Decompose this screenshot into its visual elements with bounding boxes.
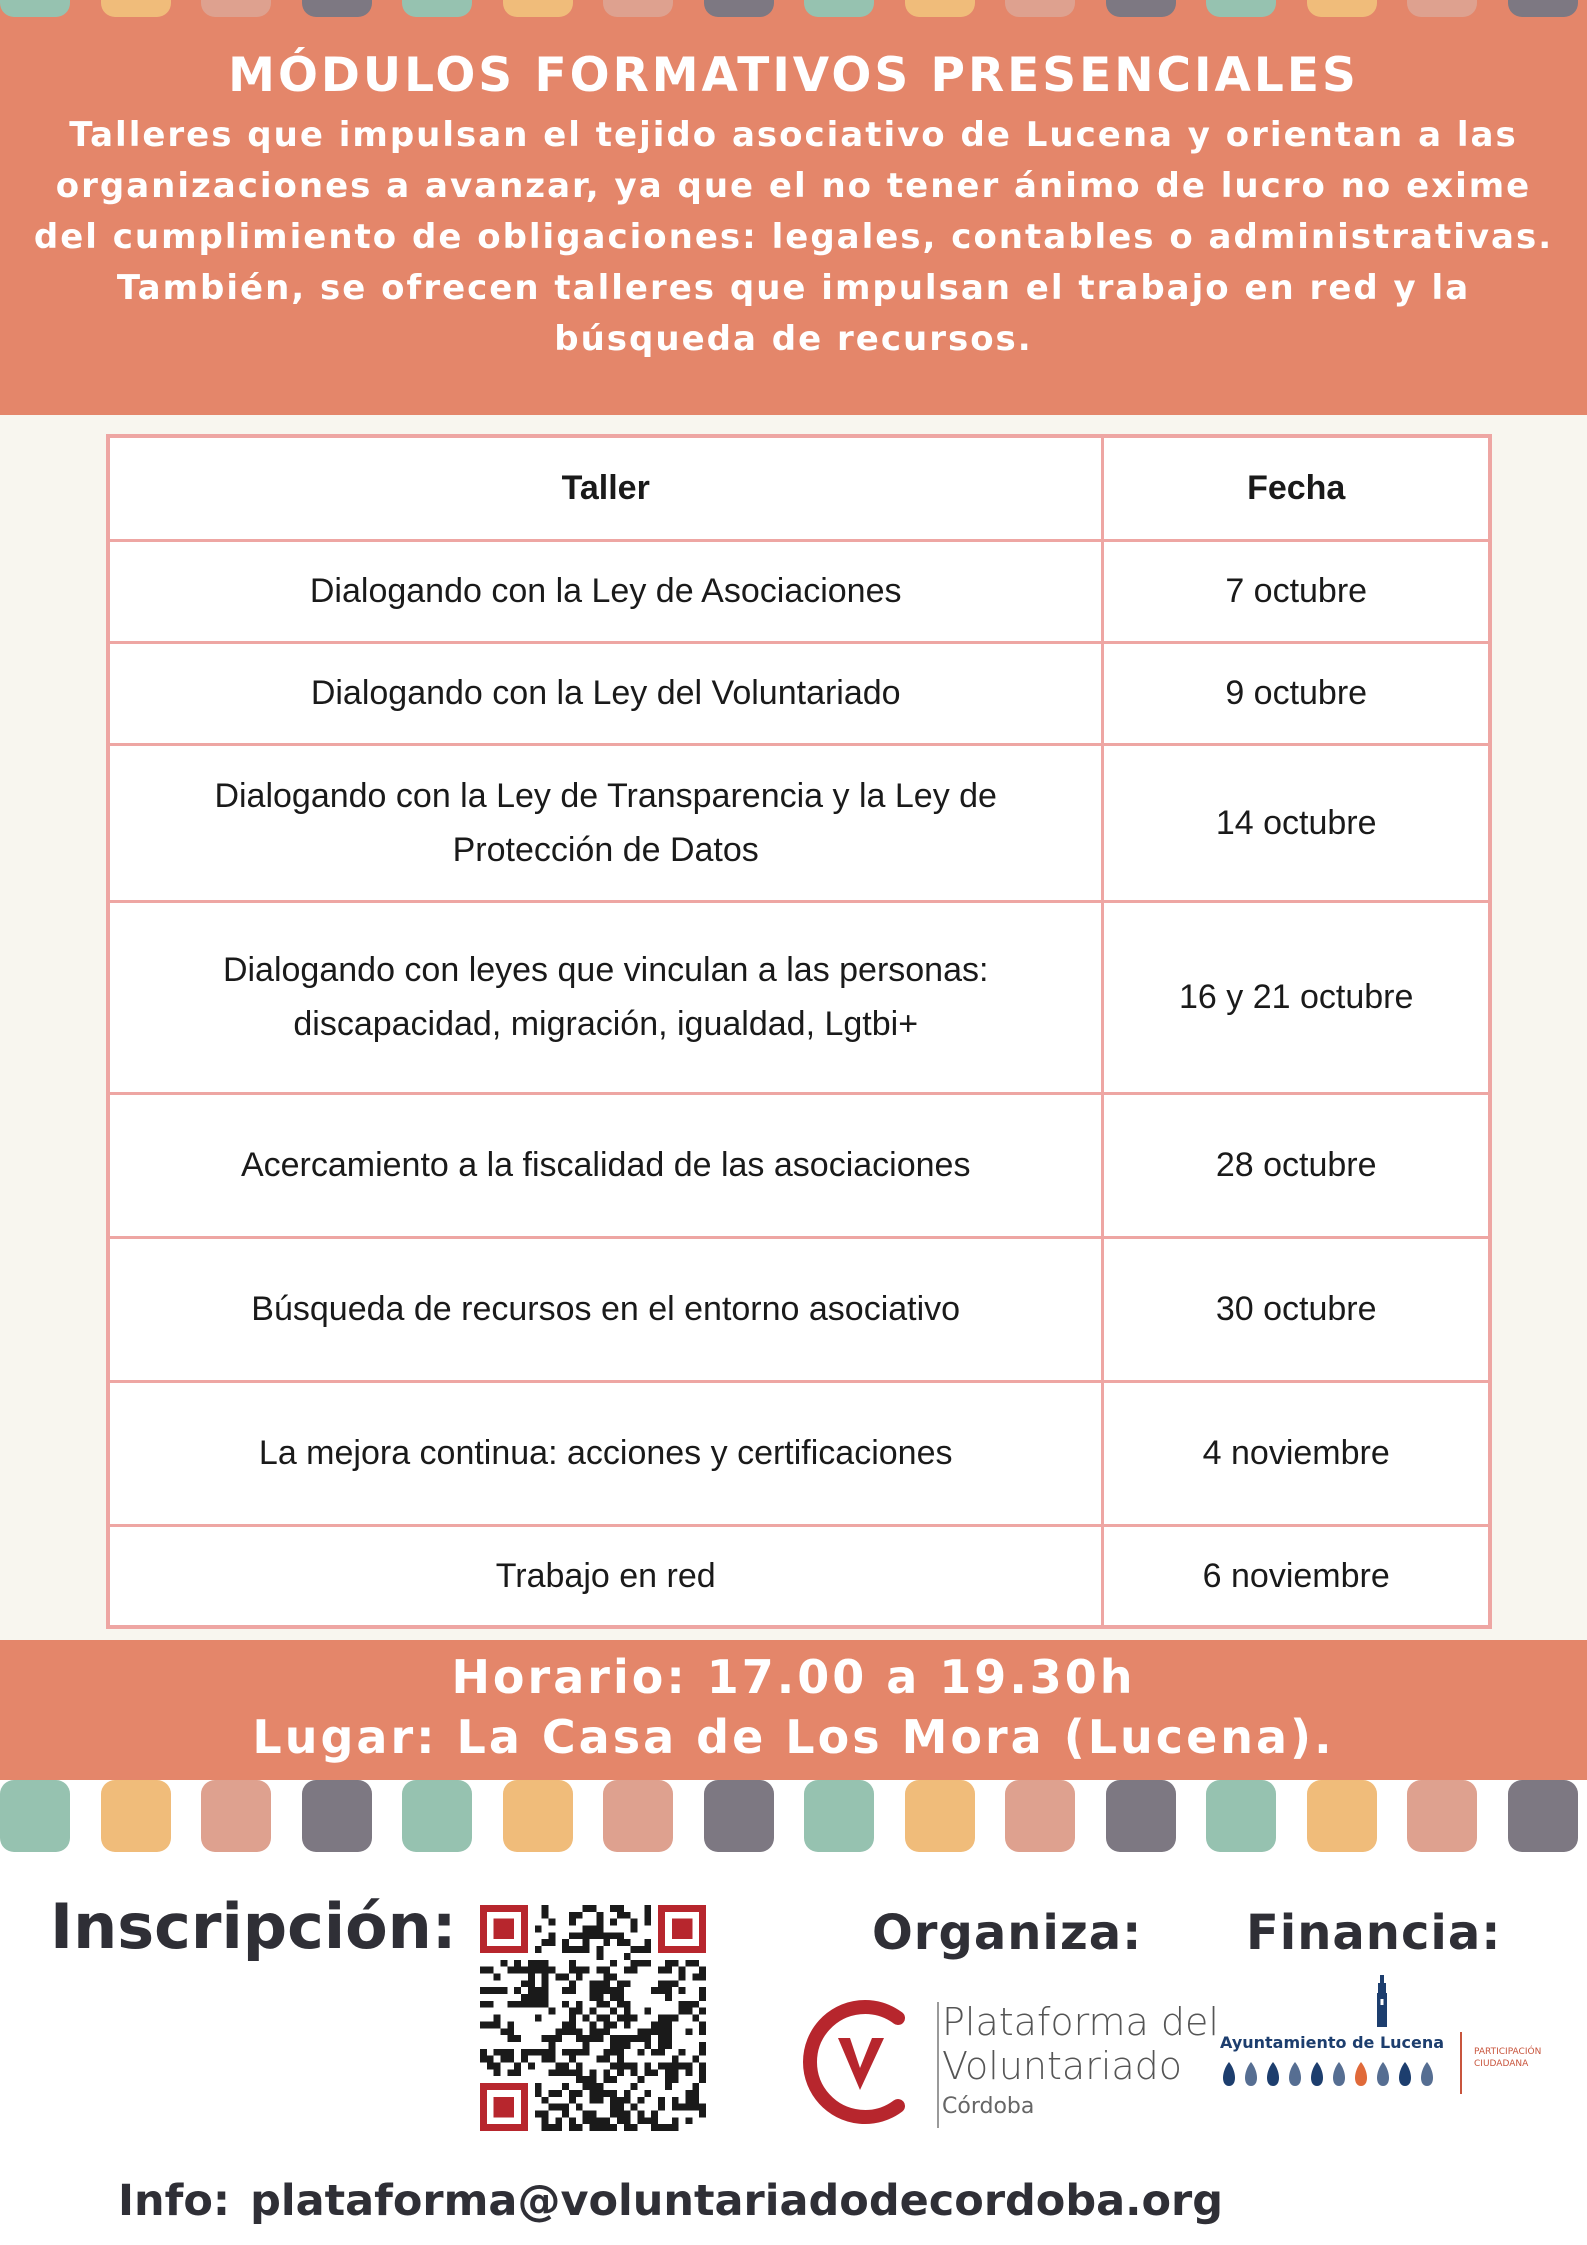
decorative-blob <box>804 0 874 17</box>
decorative-blob <box>1508 0 1578 17</box>
taller-cell: Trabajo en red <box>108 1525 1103 1627</box>
info-email-link[interactable]: plataforma@voluntariadodecordoba.org <box>250 2176 1224 2226</box>
decorative-blob <box>1106 1780 1176 1852</box>
table-row <box>108 1237 1490 1381</box>
decorative-blob <box>603 0 673 17</box>
funder-logo-drop <box>1421 2062 1433 2086</box>
funder-logo-drop <box>1311 2062 1323 2086</box>
decorative-blob <box>1307 0 1377 17</box>
funder-logo-drop <box>1289 2062 1301 2086</box>
decorative-blob <box>402 0 472 17</box>
taller-cell: Dialogando con leyes que vinculan a las personas: discapacidad, migración, igualdad, Lgtbi+ <box>108 901 1103 1093</box>
inscripcion-label: Inscripción: <box>50 1890 457 1963</box>
table-row <box>108 1525 1490 1627</box>
decorative-blob <box>905 0 975 17</box>
taller-cell: Dialogando con la Ley del Voluntariado <box>108 642 1103 744</box>
decorative-blob <box>302 0 372 17</box>
decorative-blob <box>1005 1780 1075 1852</box>
decorative-blob <box>1407 0 1477 17</box>
funder-logo-drop <box>1333 2062 1345 2086</box>
plataforma-voluntariado-logo-icon <box>798 1992 923 2132</box>
funder-logo-drop <box>1355 2062 1367 2086</box>
decorative-blob <box>804 1780 874 1852</box>
ayuntamiento-lucena-logo-icon <box>1372 1975 1392 2027</box>
taller-cell: Acercamiento a la fiscalidad de las asociaciones <box>108 1093 1103 1237</box>
decorative-blob <box>1206 1780 1276 1852</box>
page-description: Talleres que impulsan el tejido asociativo de Lucena y orientan a las organizaciones a avanzar, ya que el no tener ánimo de lucro no exime del cumplimiento de obligaciones: legales, contables o administrativas. También, se ofrecen talleres que impulsan el trabajo en red y la búsqueda de recursos. <box>33 115 1554 359</box>
decorative-blob <box>1106 0 1176 17</box>
schedule-time: Horario: 17.00 a 19.30h <box>451 1650 1136 1704</box>
decorative-blob <box>201 0 271 17</box>
decorative-blob <box>0 1780 70 1852</box>
fecha-cell: 7 octubre <box>1103 540 1490 642</box>
organizer-logo-line2: Voluntariado <box>942 2044 1183 2088</box>
fecha-cell: 16 y 21 octubre <box>1103 901 1490 1093</box>
table-row <box>108 901 1490 1093</box>
organizer-logo-divider <box>937 2002 939 2128</box>
decorative-blob <box>101 1780 171 1852</box>
decorative-blob <box>503 0 573 17</box>
decorative-blob <box>1307 1780 1377 1852</box>
workshop-table <box>106 434 1492 1629</box>
funder-logo-drop <box>1245 2062 1257 2086</box>
decorative-blob <box>201 1780 271 1852</box>
funder-logo-sub: PARTICIPACIÓN CIUDADANA <box>1474 2047 1542 2069</box>
organizer-logo-line1: Plataforma del <box>942 2000 1219 2044</box>
table-row <box>108 1093 1490 1237</box>
taller-cell: Búsqueda de recursos en el entorno asociativo <box>108 1237 1103 1381</box>
decorative-blob <box>402 1780 472 1852</box>
schedule-band <box>0 1640 1587 1780</box>
taller-cell: La mejora continua: acciones y certificaciones <box>108 1381 1103 1525</box>
decorative-blob <box>704 1780 774 1852</box>
funder-logo-drops-icon <box>1221 2060 1451 2088</box>
table-row <box>108 744 1490 901</box>
decorative-blob <box>704 0 774 17</box>
qr-code-icon[interactable] <box>480 1905 706 2131</box>
decorative-blob <box>1407 1780 1477 1852</box>
decorative-blob-strip-bottom <box>0 1780 1587 1858</box>
decorative-blob <box>905 1780 975 1852</box>
info-label: Info: <box>118 2176 231 2226</box>
decorative-blob-strip-top-edge <box>0 0 1587 23</box>
table-row <box>108 642 1490 744</box>
fecha-cell: 28 octubre <box>1103 1093 1490 1237</box>
decorative-blob <box>1005 0 1075 17</box>
column-header-fecha: Fecha <box>1103 436 1490 540</box>
financia-label: Financia: <box>1246 1905 1502 1961</box>
column-header-taller: Taller <box>108 436 1103 540</box>
decorative-blob <box>603 1780 673 1852</box>
fecha-cell: 4 noviembre <box>1103 1381 1490 1525</box>
fecha-cell: 9 octubre <box>1103 642 1490 744</box>
funder-logo-drop <box>1377 2062 1389 2086</box>
decorative-blob <box>0 0 70 17</box>
decorative-blob <box>101 0 171 17</box>
decorative-blob <box>1206 0 1276 17</box>
table-header-row <box>108 436 1490 540</box>
decorative-blob <box>302 1780 372 1852</box>
funder-logo-name: Ayuntamiento de Lucena <box>1220 2033 1445 2052</box>
page-title: MÓDULOS FORMATIVOS PRESENCIALES <box>228 48 1359 103</box>
organizer-logo-text <box>942 2000 1219 2119</box>
decorative-blob <box>1508 1780 1578 1852</box>
organizer-logo-line3: Córdoba <box>942 2094 1035 2119</box>
schedule-place: Lugar: La Casa de Los Mora (Lucena). <box>252 1710 1335 1764</box>
taller-cell: Dialogando con la Ley de Asociaciones <box>108 540 1103 642</box>
organiza-label: Organiza: <box>872 1905 1143 1961</box>
funder-logo-drop <box>1267 2062 1279 2086</box>
funder-logo-divider <box>1460 2032 1462 2094</box>
funder-logo-drop <box>1223 2062 1235 2086</box>
header-band <box>0 0 1587 415</box>
taller-cell: Dialogando con la Ley de Transparencia y la Ley de Protección de Datos <box>108 744 1103 901</box>
fecha-cell: 6 noviembre <box>1103 1525 1490 1627</box>
table-row <box>108 1381 1490 1525</box>
funder-logo-drop <box>1399 2062 1411 2086</box>
fecha-cell: 14 octubre <box>1103 744 1490 901</box>
table-row <box>108 540 1490 642</box>
fecha-cell: 30 octubre <box>1103 1237 1490 1381</box>
decorative-blob <box>503 1780 573 1852</box>
info-line <box>118 2176 1223 2226</box>
